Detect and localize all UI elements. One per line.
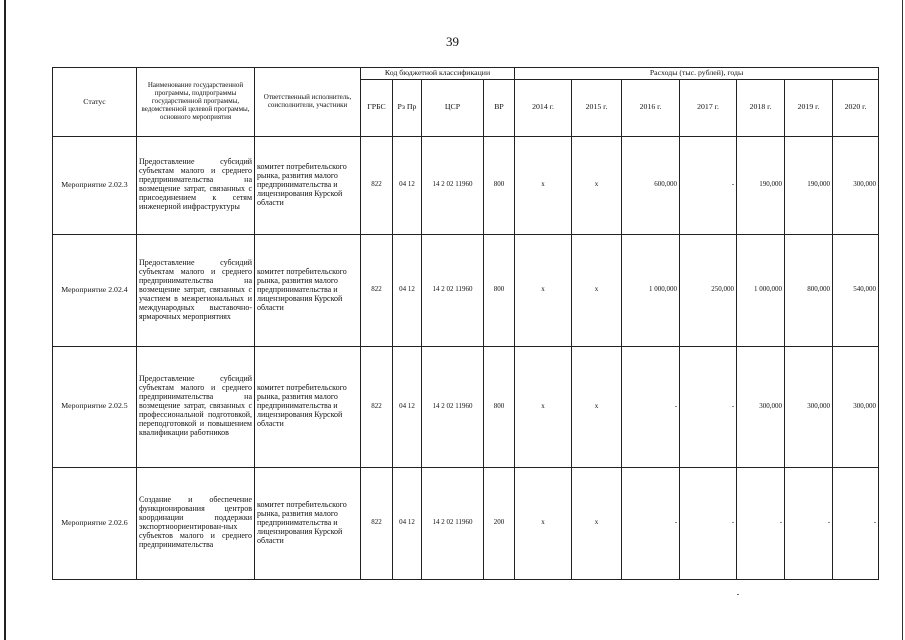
row-value-2016: - xyxy=(622,346,680,467)
row-value-2016: - xyxy=(622,467,680,579)
row-rzpr: 04 12 xyxy=(393,136,422,234)
row-status: Мероприятие 2.02.3 xyxy=(53,136,137,234)
budget-table xyxy=(52,67,879,580)
row-name: Предоставление субсидий субъектам малого и среднего предпринимательства на возмещение затрат, связанных с присоединением к сетям инженерной инфраструктуры xyxy=(137,136,255,234)
row-value-2019: 190,000 xyxy=(785,136,833,234)
row-vr: 800 xyxy=(484,234,515,346)
header-year-2016: 2016 г. xyxy=(622,79,680,136)
row-value-2017: - xyxy=(680,467,737,579)
row-executor: комитет потребительского рынка, развития малого предпринимательства и лицензирования Курской области xyxy=(255,467,361,579)
row-value-2018: - xyxy=(737,467,785,579)
scan-edge-right xyxy=(902,0,903,640)
header-vr: ВР xyxy=(484,79,515,136)
row-status: Мероприятие 2.02.5 xyxy=(53,346,137,467)
row-status: Мероприятие 2.02.6 xyxy=(53,467,137,579)
row-value-2017: 250,000 xyxy=(680,234,737,346)
header-year-2019: 2019 г. xyxy=(785,79,833,136)
scan-edge-left xyxy=(4,0,6,640)
row-grbs: 822 xyxy=(361,467,393,579)
row-value-2015: х xyxy=(572,136,622,234)
row-executor: комитет потребительского рынка, развития малого предпринимательства и лицензирования Курской области xyxy=(255,234,361,346)
row-csr: 14 2 02 11960 xyxy=(422,234,484,346)
header-year-2020: 2020 г. xyxy=(833,79,879,136)
header-year-2015: 2015 г. xyxy=(572,79,622,136)
header-rzpr: Рз Пр xyxy=(393,79,422,136)
header-csr: ЦСР xyxy=(422,79,484,136)
header-year-2014: 2014 г. xyxy=(515,79,572,136)
row-name: Предоставление субсидий субъектам малого и среднего предпринимательства на возмещение затрат, связанных с участием в межрегиональных и международных выставочно-ярмарочных мероприятиях xyxy=(137,234,255,346)
row-value-2020: 300,000 xyxy=(833,136,879,234)
row-value-2014: х xyxy=(515,467,572,579)
row-grbs: 822 xyxy=(361,346,393,467)
row-value-2015: х xyxy=(572,346,622,467)
row-vr: 800 xyxy=(484,136,515,234)
row-status: Мероприятие 2.02.4 xyxy=(53,234,137,346)
row-value-2018: 1 000,000 xyxy=(737,234,785,346)
header-name: Наименование государственной программы, подпрограммы государственной программы, ведомственной целевой программы, основного мероприятия xyxy=(137,68,255,137)
row-csr: 14 2 02 11960 xyxy=(422,467,484,579)
row-value-2019: 800,000 xyxy=(785,234,833,346)
row-executor: комитет потребительского рынка, развития малого предпринимательства и лицензирования Курской области xyxy=(255,136,361,234)
table-row xyxy=(53,346,879,467)
row-rzpr: 04 12 xyxy=(393,467,422,579)
row-value-2020: - xyxy=(833,467,879,579)
row-vr: 800 xyxy=(484,346,515,467)
row-value-2017: - xyxy=(680,346,737,467)
row-csr: 14 2 02 11960 xyxy=(422,136,484,234)
row-name: Создание и обеспечение функционирования центров координации поддержки экспортноориентирован-ных субъектов малого и среднего предпринимательства xyxy=(137,467,255,579)
row-vr: 200 xyxy=(484,467,515,579)
row-value-2015: х xyxy=(572,467,622,579)
header-budget-code-group: Код бюджетной классификации xyxy=(361,68,515,80)
row-value-2020: 300,000 xyxy=(833,346,879,467)
row-value-2016: 600,000 xyxy=(622,136,680,234)
row-rzpr: 04 12 xyxy=(393,234,422,346)
row-value-2019: 300,000 xyxy=(785,346,833,467)
header-status: Статус xyxy=(53,68,137,137)
row-value-2018: 300,000 xyxy=(737,346,785,467)
row-value-2019: - xyxy=(785,467,833,579)
row-rzpr: 04 12 xyxy=(393,346,422,467)
row-grbs: 822 xyxy=(361,136,393,234)
table-row xyxy=(53,467,879,579)
row-value-2016: 1 000,000 xyxy=(622,234,680,346)
row-executor: комитет потребительского рынка, развития малого предпринимательства и лицензирования Курской области xyxy=(255,346,361,467)
row-value-2015: х xyxy=(572,234,622,346)
table-row xyxy=(53,234,879,346)
row-value-2018: 190,000 xyxy=(737,136,785,234)
table-row xyxy=(53,136,879,234)
row-value-2017: - xyxy=(680,136,737,234)
row-value-2014: х xyxy=(515,346,572,467)
row-name: Предоставление субсидий субъектам малого и среднего предпринимательства на возмещение затрат, связанных с профессиональной подготовкой, переподготовкой и повышением квалификации работников xyxy=(137,346,255,467)
header-expenses-group: Расходы (тыс. рублей), годы xyxy=(515,68,879,80)
scan-speck xyxy=(737,594,739,595)
row-value-2014: х xyxy=(515,136,572,234)
header-executor: Ответственный исполнитель, соисполнители, участники xyxy=(255,68,361,137)
row-value-2014: х xyxy=(515,234,572,346)
header-grbs: ГРБС xyxy=(361,79,393,136)
row-value-2020: 540,000 xyxy=(833,234,879,346)
page-number: 39 xyxy=(446,34,459,49)
row-grbs: 822 xyxy=(361,234,393,346)
header-year-2018: 2018 г. xyxy=(737,79,785,136)
header-year-2017: 2017 г. xyxy=(680,79,737,136)
row-csr: 14 2 02 11960 xyxy=(422,346,484,467)
header-row-top xyxy=(53,68,879,80)
